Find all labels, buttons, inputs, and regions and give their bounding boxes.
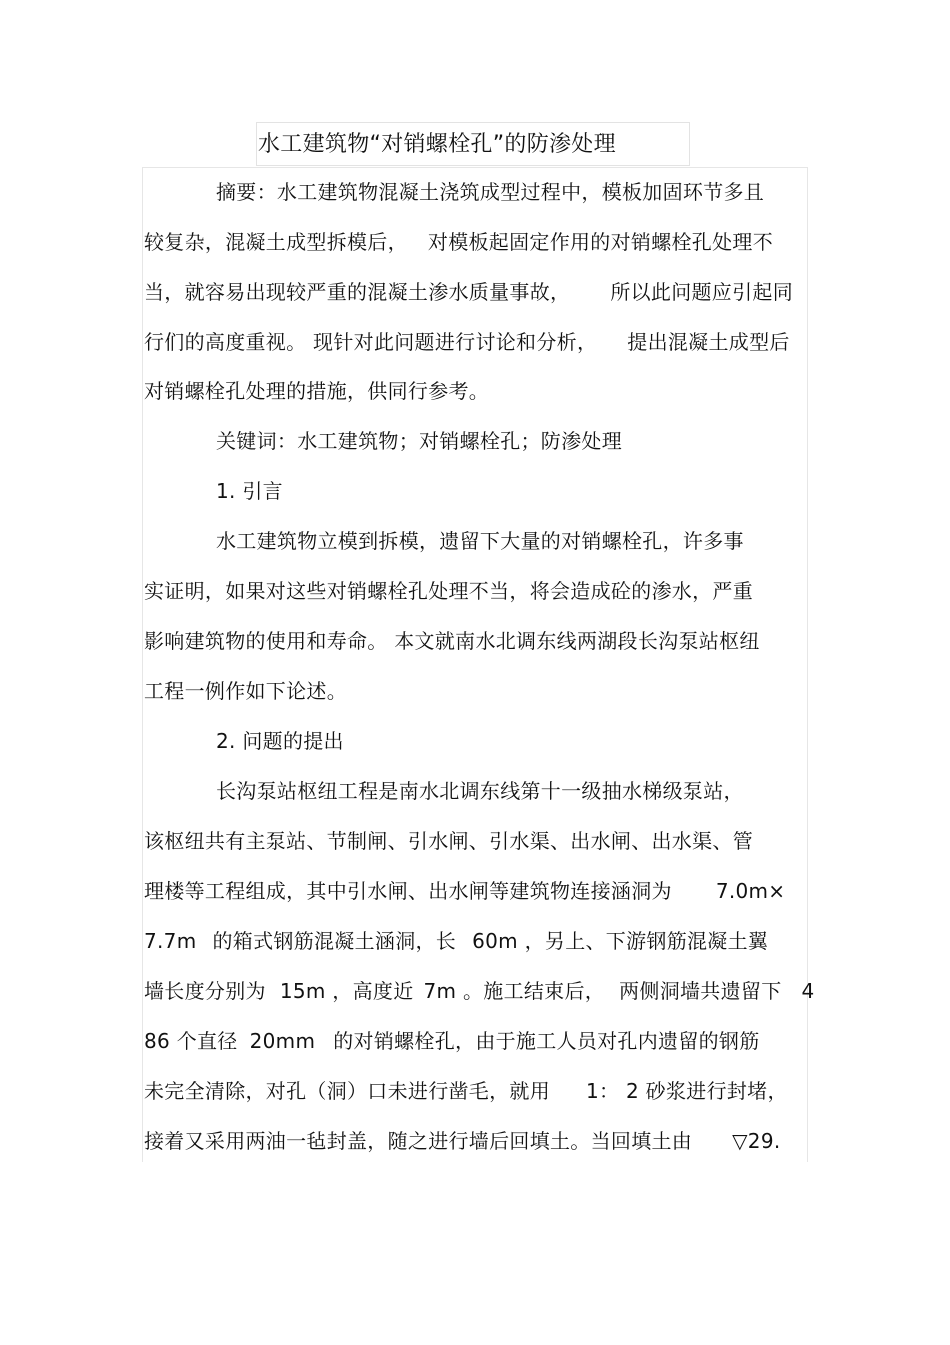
- abstract-line-4: [144, 327, 790, 357]
- text-segment: 15m ，高度近: [279, 979, 414, 1003]
- section-heading-1: 1. 引言: [216, 479, 283, 503]
- text-segment: 1： 2 砂浆进行封堵，: [586, 1079, 788, 1103]
- problem-line-8: [144, 1126, 781, 1156]
- body-frame: [142, 167, 808, 1162]
- problem-line-5: [144, 976, 815, 1006]
- text-segment: 对模板起固定作用的对销螺栓孔处理不: [427, 230, 774, 254]
- problem-line-6: [144, 1026, 760, 1056]
- abstract-line-1: 摘要：水工建筑物混凝土浇筑成型过程中，模板加固环节多且: [216, 180, 765, 204]
- problem-line-2: 该枢纽共有主泵站、节制闸、引水闸、引水渠、出水闸、出水渠、管: [144, 829, 753, 853]
- text-segment: 提出混凝土成型后: [627, 330, 790, 354]
- text-segment: 理楼等工程组成，其中引水闸、出水闸等建筑物连接涵洞为: [144, 879, 672, 903]
- abstract-line-2: [144, 227, 773, 257]
- intro-line-4: 工程一例作如下论述。: [144, 679, 347, 703]
- text-segment: ▽29.: [732, 1129, 781, 1153]
- intro-line-2: 实证明，如果对这些对销螺栓孔处理不当，将会造成砼的渗水，严重: [144, 579, 753, 603]
- text-segment: 60m ，另上、下游钢筋混凝土翼: [472, 929, 769, 953]
- text-segment: 当，就容易出现较严重的混凝土渗水质量事故，: [144, 280, 571, 304]
- text-segment: 接着又采用两油一毡封盖，随之进行墙后回填土。当回填土由: [144, 1129, 693, 1153]
- text-segment: 未完全清除，对孔（洞）口未进行凿毛，就用: [144, 1079, 550, 1103]
- text-segment: 较复杂，混凝土成型拆模后，: [144, 230, 408, 254]
- text-segment: 所以此问题应引起同: [610, 280, 794, 304]
- text-segment: 墙长度分别为: [144, 979, 266, 1003]
- problem-line-4: [144, 926, 768, 956]
- text-segment: 两侧洞墙共遗留下: [619, 979, 782, 1003]
- text-segment: 的箱式钢筋混凝土涵洞，长: [212, 929, 457, 953]
- intro-line-1: 水工建筑物立模到拆模，遗留下大量的对销螺栓孔，许多事: [216, 529, 744, 553]
- abstract-line-5: 对销螺栓孔处理的措施，供同行参考。: [144, 379, 490, 403]
- problem-line-3: [144, 876, 785, 906]
- problem-line-1: 长沟泵站枢纽工程是南水北调东线第十一级抽水梯级泵站，: [216, 779, 744, 803]
- text-segment: 7m 。施工结束后，: [423, 979, 606, 1003]
- problem-line-7: [144, 1076, 788, 1106]
- abstract-line-3: [144, 277, 793, 307]
- text-segment: 20mm: [249, 1029, 316, 1053]
- text-segment: 的对销螺栓孔，由于施工人员对孔内遗留的钢筋: [333, 1029, 760, 1053]
- text-segment: 7.0m×: [715, 879, 786, 903]
- text-segment: 86 个直径: [144, 1029, 238, 1053]
- text-segment: 行们的高度重视。 现针对此问题进行讨论和分析，: [144, 330, 598, 354]
- intro-line-3: 影响建筑物的使用和寿命。 本文就南水北调东线两湖段长沟泵站枢纽: [144, 629, 760, 653]
- section-heading-2: 2. 问题的提出: [216, 729, 344, 753]
- document-title: 水工建筑物“对销螺栓孔”的防渗处理: [258, 132, 616, 157]
- keywords-line: 关键词：水工建筑物；对销螺栓孔；防渗处理: [216, 429, 622, 453]
- text-segment: 4: [801, 979, 815, 1003]
- text-segment: 7.7m: [144, 929, 197, 953]
